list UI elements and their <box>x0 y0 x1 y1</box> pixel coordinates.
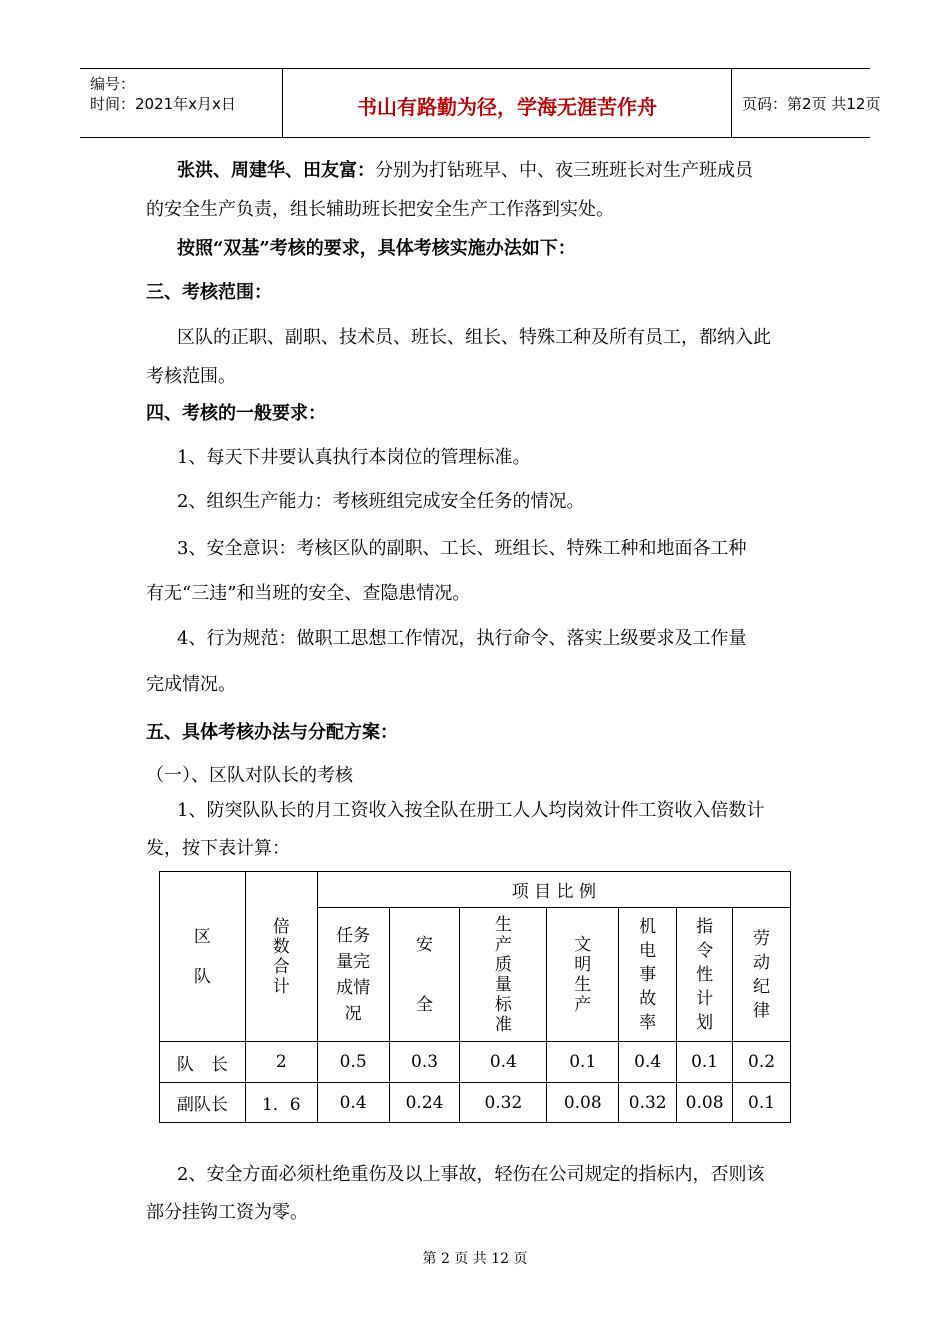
requirement-2: 2、组织生产能力：考核班组完成安全任务的情况。 <box>177 491 585 512</box>
cell-value: 0.5 <box>317 1042 389 1083</box>
time-label: 时间：2021年x月x日 <box>90 95 236 113</box>
cell-value: 0.08 <box>547 1083 619 1123</box>
requirement-3-line1: 3、安全意识：考核区队的副职、工长、班组长、特殊工种和地面各工种 <box>177 538 747 559</box>
para1-text: 分别为打钻班早、中、夜三班班长对生产班成员 <box>375 160 753 181</box>
row-multiple: 1．6 <box>245 1083 317 1123</box>
requirement-4-line2: 完成情况。 <box>146 674 236 695</box>
cell-value: 0.2 <box>733 1042 791 1083</box>
table-header-row <box>160 872 791 908</box>
para1-line2: 的安全生产负责，组长辅助班长把安全生产工作落到实处。 <box>146 199 614 220</box>
requirement-4-line1: 4、行为规范：做职工思想工作情况，执行命令、落实上级要求及工作量 <box>177 628 747 649</box>
header-page-number: 页码：第2页 共12页 <box>742 95 881 113</box>
table-row <box>160 1083 791 1123</box>
cell-value: 0.3 <box>389 1042 460 1083</box>
para1-names: 张洪、周建华、田友富： <box>177 160 375 181</box>
subheader-discipline: 劳动纪律 <box>733 908 791 1042</box>
subheader-mech-accident: 机电事故率 <box>619 908 677 1042</box>
subheader-plan: 指令性计划 <box>677 908 733 1042</box>
item1-line2: 发，按下表计算： <box>146 838 290 859</box>
requirement-3-line2: 有无“三违”和当班的安全、查隐患情况。 <box>146 583 471 604</box>
para3-line2: 考核范围。 <box>146 366 236 387</box>
subheading-1: （一）、区队对队长的考核 <box>146 765 353 786</box>
header-team: 区队 <box>160 872 246 1042</box>
header-multiple: 倍数合计 <box>245 872 317 1042</box>
cell-value: 0.4 <box>619 1042 677 1083</box>
item2-line2: 部分挂钩工资为零。 <box>146 1202 308 1223</box>
cell-value: 0.1 <box>733 1083 791 1123</box>
row-multiple: 2 <box>245 1042 317 1083</box>
cell-value: 0.24 <box>389 1083 460 1123</box>
subheader-task: 任务量完成情况 <box>317 908 389 1042</box>
header-motto-cell <box>283 69 732 137</box>
cell-value: 0.4 <box>460 1042 547 1083</box>
header-meta-cell <box>80 69 283 137</box>
para3-line1: 区队的正职、副职、技术员、班长、组长、特殊工种及所有员工，都纳入此 <box>177 327 771 348</box>
cell-value: 0.32 <box>460 1083 547 1123</box>
para2: 按照“双基”考核的要求，具体考核实施办法如下： <box>177 238 576 259</box>
cell-value: 0.08 <box>677 1083 733 1123</box>
subheader-safety: 安全 <box>389 908 460 1042</box>
row-name: 队 长 <box>160 1042 246 1083</box>
item2-line1: 2、安全方面必须杜绝重伤及以上事故，轻伤在公司规定的指标内，否则该 <box>177 1164 765 1185</box>
heading-section-3: 三、考核范围： <box>146 282 272 303</box>
header-page-cell <box>732 69 881 137</box>
header-item-ratio: 项 目 比 例 <box>317 872 790 908</box>
table-row <box>160 1042 791 1083</box>
motto-text: 书山有路勤为径，学海无涯苦作舟 <box>357 95 657 119</box>
page-header <box>80 68 881 138</box>
heading-section-4: 四、考核的一般要求： <box>146 403 326 424</box>
cell-value: 0.1 <box>547 1042 619 1083</box>
requirement-1: 1、每天下井要认真执行本岗位的管理标准。 <box>177 447 531 468</box>
subheader-quality: 生产质量标准 <box>460 908 547 1042</box>
subheader-civilized: 文明生产 <box>547 908 619 1042</box>
heading-section-5: 五、具体考核办法与分配方案： <box>146 722 398 743</box>
ratio-table <box>159 871 791 1123</box>
item1-line1: 1、防突队队长的月工资收入按全队在册工人人均岗效计件工资收入倍数计 <box>177 800 765 821</box>
code-label: 编号： <box>90 75 136 93</box>
cell-value: 0.32 <box>619 1083 677 1123</box>
row-name: 副队长 <box>160 1083 246 1123</box>
para1-line1 <box>177 160 753 182</box>
cell-value: 0.4 <box>317 1083 389 1123</box>
page-footer: 第 2 页 共 12 页 <box>422 1251 528 1267</box>
cell-value: 0.1 <box>677 1042 733 1083</box>
